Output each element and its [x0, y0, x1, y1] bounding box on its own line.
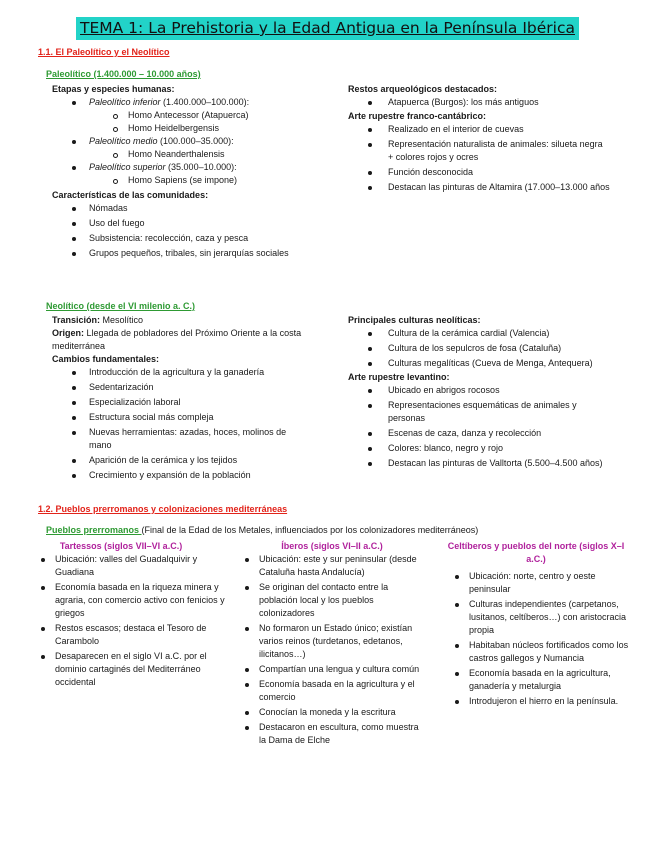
section-2-heading: 1.2. Pueblos prerromanos y colonizaciones mediterráneas [38, 504, 288, 514]
pre-roman-note: (Final de la Edad de los Metales, influenciados por los colonizadores mediterráneos) [141, 525, 479, 535]
celtiberos-heading: Celtíberos y pueblos del norte (siglos X–I a.C.) [447, 541, 625, 564]
iberos-list [242, 553, 424, 747]
list-item: Nuevas herramientas: azadas, hoces, molinos de mano [52, 426, 314, 452]
list-item: No formaron un Estado único; existían varios reinos (turdetanos, edetanos, ilicitanos…) [242, 622, 424, 661]
iberos-heading: Íberos (siglos VI–II a.C.) [281, 541, 383, 551]
list-item: Función desconocida [348, 166, 610, 179]
celtiberos-list [452, 570, 632, 708]
page-title: TEMA 1: La Prehistoria y la Edad Antigua en la Península Ibérica [76, 17, 579, 40]
art-heading: Arte rupestre franco-cantábrico: [348, 111, 487, 121]
list-item: Conocían la moneda y la escritura [242, 706, 424, 719]
list-item: Ubicación: norte, centro y oeste peninsular [452, 570, 632, 596]
list-item: Destacaron en escultura, como muestra la Dama de Elche [242, 721, 424, 747]
list-item: Destacan las pinturas de Valltorta (5.500–4.500 años) [348, 457, 610, 470]
list-item: Crecimiento y expansión de la población [52, 469, 314, 482]
tartessos-column [38, 540, 228, 689]
list-item: Restos escasos; destaca el Tesoro de Carambolo [38, 622, 228, 648]
tartessos-list [38, 553, 228, 689]
list-item: Uso del fuego [52, 217, 314, 230]
list-item: Homo Antecessor (Atapuerca) [52, 109, 314, 122]
list-item: Economía basada en la agricultura y el comercio [242, 678, 424, 704]
list-item: Grupos pequeños, tribales, sin jerarquías sociales [52, 247, 314, 260]
celtiberos-column [447, 540, 632, 708]
list-item: Introducción de la agricultura y la ganadería [52, 366, 314, 379]
list-item: Introdujeron el hierro en la península. [452, 695, 632, 708]
cultures-list [348, 327, 610, 370]
list-item: Compartían una lengua y cultura común [242, 663, 424, 676]
list-item: Homo Heidelbergensis [52, 122, 314, 135]
list-item: Ubicación: este y sur peninsular (desde Cataluña hasta Andalucía) [242, 553, 424, 579]
list-item: Ubicación: valles del Guadalquivir y Guadiana [38, 553, 228, 579]
neolithic-right-column [348, 314, 610, 470]
levant-list [348, 384, 610, 470]
list-item: Cultura de los sepulcros de fosa (Cataluña) [348, 342, 610, 355]
paleolithic-right-column [348, 83, 610, 194]
levant-heading: Arte rupestre levantino: [348, 372, 450, 382]
list-item: Desaparecen en el siglo VI a.C. por el dominio cartaginés del Mediterráneo occidental [38, 650, 228, 689]
list-item: Estructura social más compleja [52, 411, 314, 424]
stages-list [52, 96, 314, 187]
origin-line: Origen: Llegada de pobladores del Próximo Oriente a la costa mediterránea [52, 328, 302, 351]
list-item: Representaciones esquemáticas de animales y personas [348, 399, 610, 425]
changes-heading: Cambios fundamentales: [52, 354, 160, 364]
remains-list [348, 96, 610, 109]
list-item: Cultura de la cerámica cardial (Valencia) [348, 327, 610, 340]
list-item: Destacan las pinturas de Altamira (17.000–13.000 años [348, 181, 610, 194]
list-item: Sedentarización [52, 381, 314, 394]
list-item: Realizado en el interior de cuevas [348, 123, 610, 136]
transition-line: Transición: Mesolítico [52, 315, 144, 325]
list-item: Atapuerca (Burgos): los más antiguos [348, 96, 610, 109]
neolithic-heading: Neolítico (desde el VI milenio a. C.) [46, 301, 196, 311]
iberos-column [242, 540, 424, 747]
list-item: Homo Sapiens (se impone) [52, 174, 314, 187]
list-item: Aparición de la cerámica y los tejidos [52, 454, 314, 467]
list-item: Homo Neanderthalensis [52, 148, 314, 161]
list-item: Colores: blanco, negro y rojo [348, 442, 610, 455]
changes-list [52, 366, 314, 482]
list-item: Paleolítico inferior (1.400.000–100.000): [52, 96, 314, 109]
paleolithic-left-column [52, 83, 314, 260]
list-item: Habitaban núcleos fortificados como los castros gallegos y Numancia [452, 639, 632, 665]
art-list [348, 123, 610, 194]
section-1-heading: 1.1. El Paleolítico y el Neolítico [38, 47, 170, 57]
list-item: Especialización laboral [52, 396, 314, 409]
title-bar [0, 17, 655, 40]
pre-roman-heading-line [46, 524, 478, 537]
neolithic-left-column [52, 314, 314, 482]
communities-list [52, 202, 314, 260]
list-item: Culturas independientes (carpetanos, lusitanos, celtíberos…) con aristocracia propia [452, 598, 632, 637]
list-item: Se originan del contacto entre la población local y los pueblos colonizadores [242, 581, 424, 620]
pre-roman-heading: Pueblos prerromanos [46, 525, 142, 535]
list-item: Nómadas [52, 202, 314, 215]
list-item: Representación naturalista de animales: silueta negra + colores rojos y ocres [348, 138, 610, 164]
communities-heading: Características de las comunidades: [52, 190, 209, 200]
paleolithic-heading: Paleolítico (1.400.000 – 10.000 años) [46, 69, 201, 79]
list-item: Economía basada en la agricultura, ganadería y metalurgia [452, 667, 632, 693]
stages-heading: Etapas y especies humanas: [52, 84, 175, 94]
list-item: Economía basada en la riqueza minera y agraria, con comercio activo con fenicios y griegos [38, 581, 228, 620]
list-item: Paleolítico medio (100.000–35.000): [52, 135, 314, 148]
list-item: Subsistencia: recolección, caza y pesca [52, 232, 314, 245]
list-item: Culturas megalíticas (Cueva de Menga, Antequera) [348, 357, 610, 370]
cultures-heading: Principales culturas neolíticas: [348, 315, 481, 325]
list-item: Escenas de caza, danza y recolección [348, 427, 610, 440]
list-item: Paleolítico superior (35.000–10.000): [52, 161, 314, 174]
tartessos-heading: Tartessos (siglos VII–VI a.C.) [59, 541, 183, 551]
list-item: Ubicado en abrigos rocosos [348, 384, 610, 397]
remains-heading: Restos arqueológicos destacados: [348, 84, 498, 94]
